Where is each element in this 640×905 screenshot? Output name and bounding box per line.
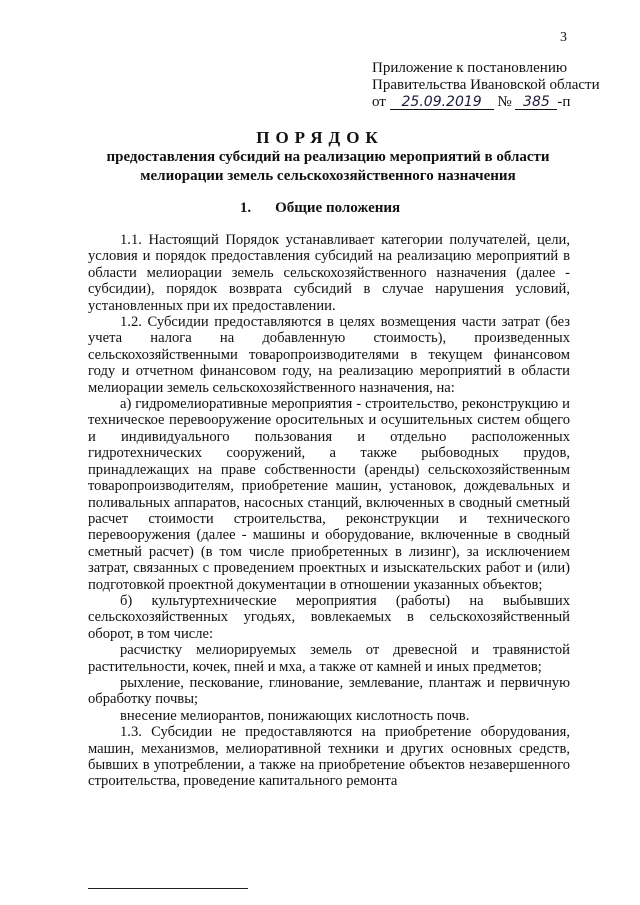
paragraph-item-b-2: рыхление, пескование, глинование, землевание, плантаж и первичную обработку почвы; <box>88 674 570 708</box>
paragraph-item-a: а) гидромелиоративные мероприятия - строительство, реконструкцию и техническое перевооружение оросительных и осушительных систем общего и индивидуального пользования и отдельно расположенных гидротехнических сооружений, а также рыбоводных прудов, принадлежащих на праве собственности (аренды) сельскохозяйственным товаропроизводителям, приобретение машин, установок, дождевальных и поливальных аппаратов, насосных станций, включенных в сводный сметный расчет стоимости строительства, реконструкции и технического перевооружения (далее - машины и оборудование, включенные в сводный сметный расчет) (в том числе приобретенных в лизинг), за исключением затрат, связанных с проведением проектных и изыскательских работ и (или) подготовкой проектной документации в отношении указанных объектов; <box>88 396 570 593</box>
paragraph-1-2: 1.2. Субсидии предоставляются в целях возмещения части затрат (без учета налога на добавленную стоимость), произведенных сельскохозяйственными товаропроизводителями в текущем финансовом году и отчетном финансовом году, на реализацию мероприятий в области мелиорации земель сельскохозяйственного назначения, на: <box>88 314 570 396</box>
appendix-block <box>372 60 612 111</box>
footer-divider <box>88 888 248 889</box>
section-number: 1. <box>239 200 252 216</box>
date-prefix: от <box>372 94 386 110</box>
page-number: 3 <box>560 30 567 45</box>
handwritten-date: 25.09.2019 <box>390 95 494 110</box>
appendix-date-line <box>372 94 612 111</box>
number-prefix: № <box>497 94 512 110</box>
paragraph-item-b: б) культуртехнические мероприятия (работы) на выбывших сельскохозяйственных угодьях, вовлекаемых в сельскохозяйственный оборот, в том числе: <box>88 592 570 642</box>
appendix-line-1: Приложение к постановлению <box>372 60 568 76</box>
section-title: Общие положения <box>275 200 401 216</box>
appendix-line-2: Правительства Ивановской области <box>372 77 600 93</box>
handwritten-number: 385 <box>515 95 557 110</box>
paragraph-1-3: 1.3. Субсидии не предоставляются на приобретение оборудования, машин, механизмов, мелиоративной техники и других основных средств, бывших в употреблении, а также на приобретение объектов незавершенного строительства, проведение капитального ремонта <box>88 724 570 790</box>
paragraph-1-1: 1.1. Настоящий Порядок устанавливает категории получателей, цели, условия и порядок предоставления субсидий на реализацию мероприятий в области мелиорации земель сельскохозяйственного назначения (далее - субсидии), порядок возврата субсидий в случае нарушения условий, установленных при их предоставлении. <box>88 232 570 314</box>
document-subtitle: предоставления субсидий на реализацию мероприятий в области мелиорации земель сельскохозяйственного назначения <box>106 149 550 184</box>
document-title: ПОРЯДОК <box>256 128 384 147</box>
section-heading <box>0 200 640 217</box>
paragraph-item-b-1: расчистку мелиорируемых земель от древесной и травянистой растительности, кочек, пней и мха, а также от камней и иных предметов; <box>88 642 570 675</box>
body-text <box>88 232 570 790</box>
number-suffix: -п <box>557 94 571 110</box>
paragraph-item-b-3: внесение мелиорантов, понижающих кислотность почв. <box>120 707 470 724</box>
